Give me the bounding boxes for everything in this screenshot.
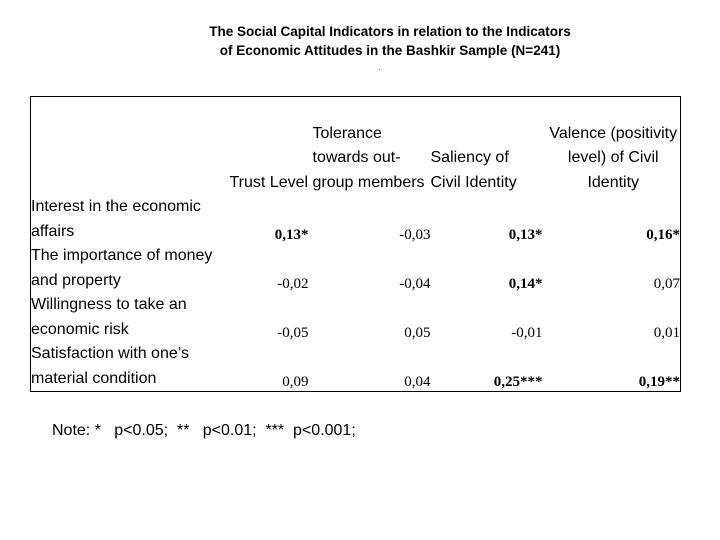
header-row	[31, 97, 681, 196]
row-label: Willingness to take an economic risk	[31, 296, 187, 338]
table-cell: 0,01	[653, 325, 680, 341]
significance-note: Note: * p<0.05; ** p<0.01; *** p<0.001;	[52, 422, 356, 439]
header-valence: Valence (positivity level) of Civil Identity	[549, 124, 678, 191]
table-cell: 0,25***	[493, 374, 543, 390]
table-cell: 0,09	[282, 374, 309, 390]
table-cell: 0,13*	[274, 227, 309, 243]
table-cell: 0,14*	[508, 276, 543, 292]
table-cell: 0,13*	[508, 227, 543, 243]
correlation-table	[30, 96, 681, 392]
header-empty	[31, 97, 227, 196]
row-label: The importance of money and property	[31, 247, 213, 289]
title-line-2: of Economic Attitudes in the Bashkir Sample (N=241)	[219, 43, 561, 58]
header-trust-level: Trust Level	[229, 173, 309, 191]
table-cell: -0,03	[399, 227, 431, 243]
table-cell: -0,02	[277, 276, 309, 292]
table-row	[31, 195, 681, 244]
table-cell: -0,05	[277, 325, 309, 341]
row-label: Interest in the economic affairs	[31, 198, 201, 240]
table-title	[0, 22, 720, 60]
row-label: Satisfaction with one’s material condition	[31, 345, 190, 387]
table-cell: 0,19**	[638, 374, 680, 390]
table-cell: 0,16*	[646, 227, 680, 243]
decorative-dot: .	[378, 62, 381, 73]
table-cell: 0,04	[404, 374, 431, 390]
header-saliency: Saliency of Civil Identity	[430, 149, 517, 191]
table-row	[31, 293, 681, 342]
title-line-1: The Social Capital Indicators in relation to the Indicators	[209, 24, 571, 39]
table-cell: -0,01	[511, 325, 543, 341]
table-cell: -0,04	[399, 276, 431, 292]
table-cell: 0,05	[404, 325, 431, 341]
table-row	[31, 342, 681, 392]
table-cell: 0,07	[653, 276, 680, 292]
header-tolerance: Tolerance towards out-group members	[312, 124, 425, 191]
table-row	[31, 244, 681, 293]
